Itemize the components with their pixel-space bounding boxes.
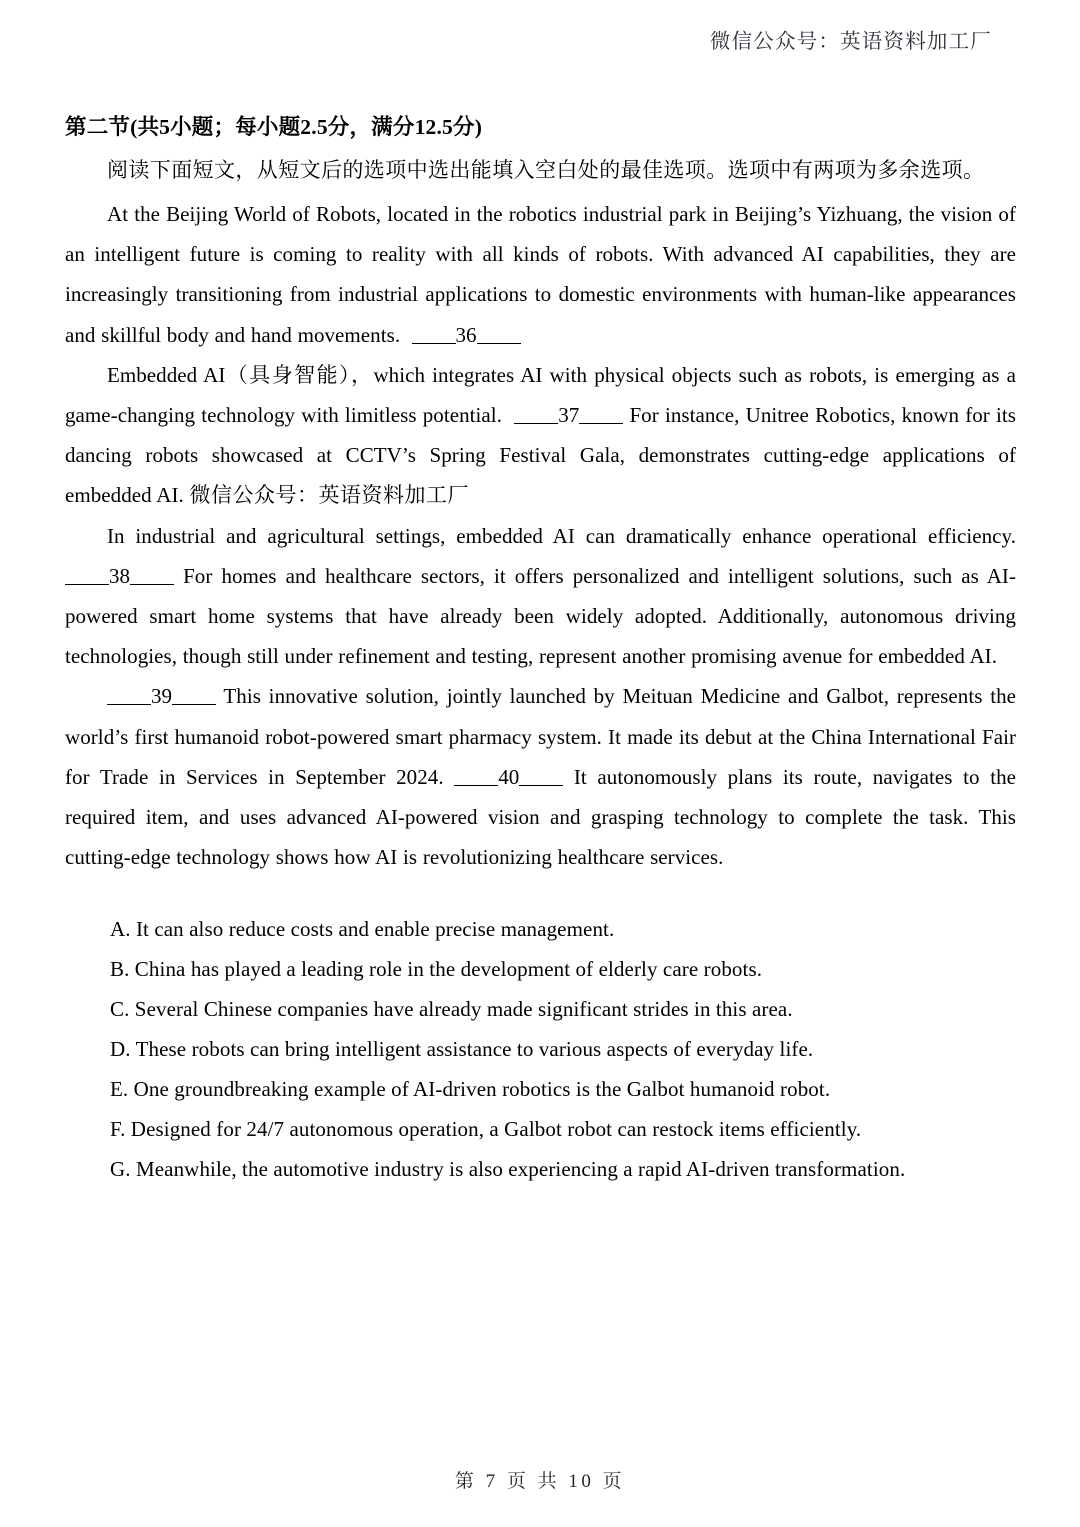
header-watermark: 微信公众号：英语资料加工厂 [709,31,992,53]
passage-paragraph-3 [65,516,1016,677]
option-d[interactable]: D. These robots can bring intelligent assistance to various aspects of everyday life. [110,1037,814,1062]
answer-options-list [65,909,1016,1189]
blank-number-37: 37 [558,403,580,428]
paragraph-4-text-middle: This innovative solution, jointly launched by Meituan Medicine and Galbot, represents the world’s first humanoid robot-powered smart pharmacy system. It made its debut at the China International Fair for Trade in Services in September 2024. [65,684,1016,789]
answer-blank-38[interactable] [65,564,174,588]
passage-paragraph-1 [65,194,1016,355]
option-c[interactable]: C. Several Chinese companies have already made significant strides in this area. [110,997,793,1022]
paragraph-3-text-before: In industrial and agricultural settings, embedded AI can dramatically enhance operational efficiency. [107,523,1016,548]
option-e[interactable]: E. One groundbreaking example of AI-driven robotics is the Galbot humanoid robot. [110,1077,831,1102]
blank-number-40: 40 [498,764,520,789]
answer-blank-40[interactable] [454,765,563,789]
paragraph-1-text: At the Beijing World of Robots, located in the robotics industrial park in Beijing’s Yizhuang, the vision of an intelligent future is coming to reality with all kinds of robots. With advanced AI capabilities, they are increasingly transitioning from industrial applications to domestic environments with human-like appearances and skillful body and hand movements. [65,202,1016,347]
blank-number-38: 38 [109,563,130,588]
paragraph-2-text-before: Embedded AI（具身智能），which integrates AI with physical objects such as robots, is emerging as a game-changing technology with limitless potential. [65,362,1016,428]
paragraph-2-text-after: For instance, Unitree Robotics, known for its dancing robots showcased at CCTV’s Spring Festival Gala, demonstrates cutting-edge applications of embedded AI. [65,403,1016,508]
section-instruction: 阅读下面短文，从短文后的选项中选出能填入空白处的最佳选项。选项中有两项为多余选项。 [107,158,985,182]
blank-number-36: 36 [455,322,477,347]
passage-paragraph-4 [65,676,1016,877]
option-b[interactable]: B. China has played a leading role in the development of elderly care robots. [110,957,763,982]
section-title: 第二节(共5小题；每小题2.5分，满分12.5分) [65,115,483,139]
passage-paragraph-2 [65,355,1016,516]
option-g[interactable]: G. Meanwhile, the automotive industry is also experiencing a rapid AI-driven transformation. [110,1157,906,1182]
answer-blank-39[interactable] [107,684,216,708]
answer-blank-37[interactable] [514,403,623,427]
document-body [65,112,1016,1189]
page-footer: 第 7 页 共 10 页 [454,1471,626,1492]
paragraph-4-text-after: It autonomously plans its route, navigates to the required item, and uses advanced AI-powered vision and grasping technology to complete the task. This cutting-edge technology shows how AI is revolutionizing healthcare services. [65,764,1016,870]
option-a[interactable]: A. It can also reduce costs and enable precise management. [110,917,615,942]
answer-blank-36[interactable] [412,323,521,347]
blank-number-39: 39 [151,684,172,709]
paragraph-3-text-after: For homes and healthcare sectors, it offers personalized and intelligent solutions, such as AI-powered smart home systems that have already been widely adopted. Additionally, autonomous driving technologies, though still under refinement and testing, represent another promising avenue for embedded AI. [65,563,1016,669]
inline-watermark: 微信公众号：英语资料加工厂 [189,483,469,508]
option-f[interactable]: F. Designed for 24/7 autonomous operation, a Galbot robot can restock items efficiently. [110,1117,862,1142]
